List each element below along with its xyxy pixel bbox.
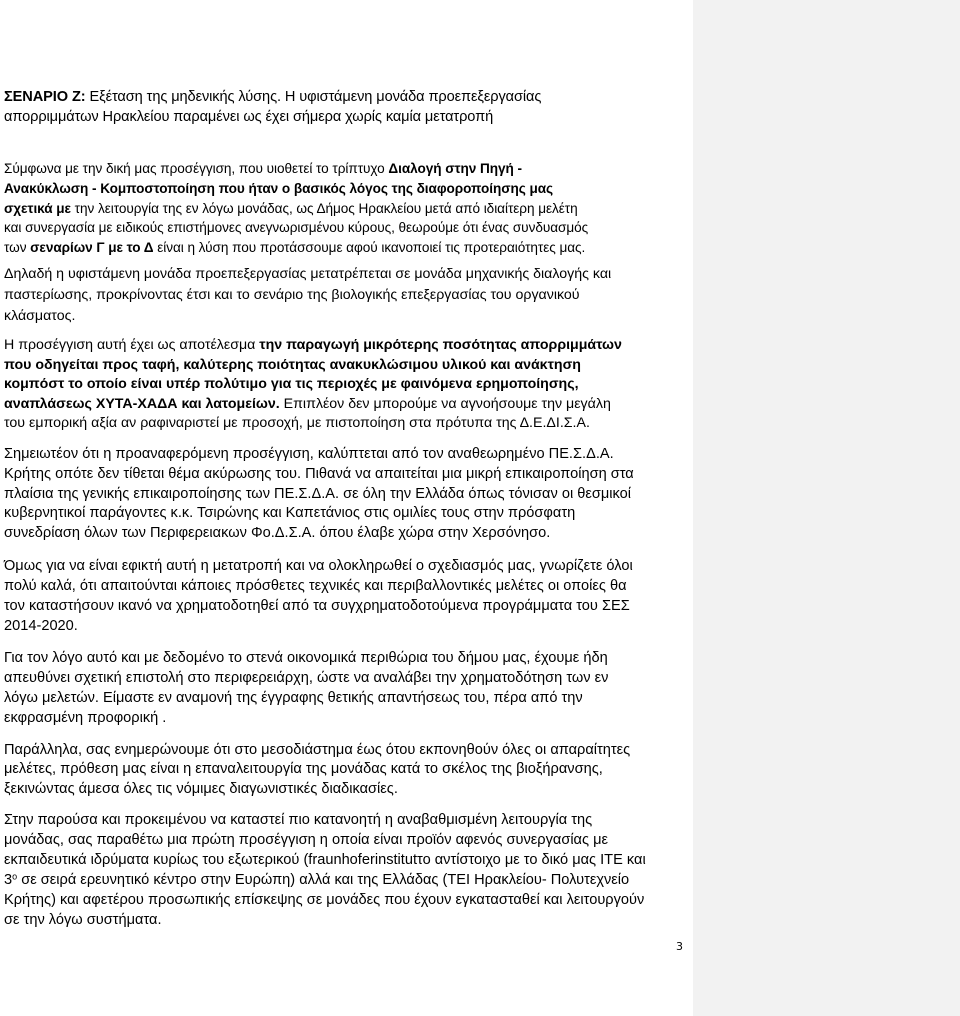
paragraph-conversion: Δηλαδή η υφιστάμενη μονάδα προεπεξεργασίας μετατρέπεται σε μονάδα μηχανικής διαλογής και παστερίωσης, προκρίνοντας έτσι και το σενάριο της βιολογικής επεξεργασίας του οργανικού κλάσματος. (4, 265, 612, 325)
paragraph-meanwhile: Παράλληλα, σας ενημερώνουμε ότι στο μεσοδιάστημα έως ότου εκπονηθούν όλες οι απαραίτητες μελέτες, πρόθεση μας είναι η επαναλειτουργία της μονάδας κατά το σκέλος της βιοξήρανσης, ξεκινώντας άμεσα όλες τις νόμιμες διαγωνιστικές διαδικασίες. (4, 741, 631, 798)
paragraph-result: Η προσέγγιση αυτή έχει ως αποτέλεσμα την παραγωγή μικρότερης ποσότητας απορριμμάτων που οδηγείται προς ταφή, καλύτερης ποιότητας ανακυκλώσιμου υλικού και ανάκτηση κομπόστ το οποίο είναι υπέρ πολύτιμο για τις περιοχές με φαινόμενα ερημοποίησης, αναπλάσεως ΧΥΤΑ-ΧΑΔΑ και λατομείων. Επιπλέον δεν μπορούμε να αγνοήσουμε την μεγάλη του εμπορική αξία αν ραφιναριστεί με προσοχή, με πιστοποίηση στα πρότυπα της Δ.Ε.ΔΙ.Σ.Α. (4, 337, 622, 432)
paragraph-funding: Για τον λόγο αυτό και με δεδομένο το στενά οικονομικά περιθώρια του δήμου μας, έχουμε ήδη απευθύνει σχετική επιστολή στο περιφερειάρχη, ώστε να αναλάβει την χρηματοδότηση των εν λόγω μελετών. Είμαστε εν αναμονή της έγγραφης θετικής απαντήσεως του, πέρα από την εκφρασμένη προφορική . (4, 649, 609, 726)
paragraph-presentation: Στην παρούσα και προκειμένου να καταστεί πιο κατανοητή η αναβαθμισμένη λειτουργία της μονάδας, σας παραθέτω μια πρώτη προσέγγιση η οποία είναι προϊόν αφενός συνεργασίας με εκπαιδευτικά ιδρύματα κυρίως του εξωτερικού (fraunhoferinstitutτο αντίστοιχο με το δικό μας ΙΤΕ και $3^o$ σε σειρά ερευνητικό κέντρο στην Ευρώπη) αλλά και της Ελλάδας (ΤΕΙ Ηρακλείου- Πολυτεχνείο Κρήτης) και αφετέρου προσωπικής επίσκεψης σε μονάδες που έχουν εγκατασταθεί και λειτουργούν σε την λόγω συστήματα. (4, 812, 646, 928)
comment-margin (693, 0, 960, 1016)
paragraph-pesda: Σημειωτέον ότι η προαναφερόμενη προσέγγιση, καλύπτεται από τον αναθεωρημένο ΠΕ.Σ.Δ.Α. Κρήτης οπότε δεν τίθεται θέμα ακύρωσης του. Πιθανά να απαιτείται μια μικρή επικαιροποίηση στα πλαίσια της γενικής επικαιροποίησης των ΠΕ.Σ.Δ.Α. σε όλη την Ελλάδα όπως τόνισαν οι θεσμικοί κυβερνητικοί παράγοντες κ.κ. Τσιρώνης και Καπετάνιος στις ομιλίες τους στην πρόσφατη συνεδρίαση όλων των Περιφερειακων Φο.Δ.Σ.Α. όπου έλαβε χώρα στην Χερσόνησο. (4, 445, 634, 542)
document-body (4, 88, 688, 931)
page-number: 3 (676, 940, 683, 953)
scenario-label: ΣΕΝΑΡΙΟ Ζ: (4, 89, 86, 105)
paragraph-studies: Όμως για να είναι εφικτή αυτή η μετατροπή και να ολοκληρωθεί ο σχεδιασμός μας, γνωρίζετε όλοι πολύ καλά, ότι απαιτούνται κάποιες πρόσθετες τεχνικές και περιβαλλοντικές μελέτες οι οποίες θα τον καταστήσουν ικανό να χρηματοδοτηθεί από τα συγχρηματοδοτούμενα προγράμματα του ΣΕΣ 2014-2020. (4, 558, 633, 635)
paragraph-approach: Σύμφωνα με την δική μας προσέγγιση, που υιοθετεί το τρίπτυχο Διαλογή στην Πηγή - Ανακύκλωση - Κομποστοποίηση που ήταν ο βασικός λόγος της διαφοροποίησης μας σχετικά με την λειτουργία της εν λόγω μονάδας, ως Δήμος Ηρακλείου μετά από ιδιαίτερη μελέτη και συνεργασία με ειδικούς επιστήμονες ανεγνωρισμένου κύρους, θεωρούμε ότι ένας συνδυασμός των σεναρίων Γ με το Δ είναι η λύση που προτάσσουμε αφού ικανοποιεί τις προτεραιότητες μας. (4, 161, 589, 256)
scenario-heading: ΣΕΝΑΡΙΟ Ζ: Εξέταση της μηδενικής λύσης. Η υφιστάμενη μονάδα προεπεξεργασίας απορριμμάτων Ηρακλείου παραμένει ως έχει σήμερα χωρίς καμία μετατροπή (4, 89, 542, 125)
